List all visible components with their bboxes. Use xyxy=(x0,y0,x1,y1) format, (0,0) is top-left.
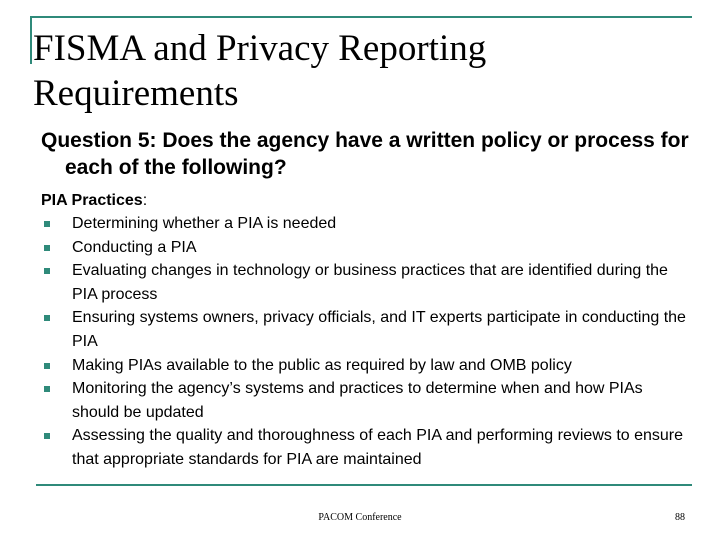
square-bullet-icon xyxy=(44,245,50,251)
square-bullet-icon xyxy=(44,268,50,274)
footer-rule xyxy=(36,484,692,486)
section-label-colon: : xyxy=(142,192,148,209)
list-item xyxy=(41,259,691,306)
title-top-rule xyxy=(30,16,692,18)
list-item xyxy=(41,212,691,236)
list-item-text: Determining whether a PIA is needed xyxy=(72,215,337,232)
page-number: 88 xyxy=(675,512,685,523)
list-item-text: Making PIAs available to the public as required by law and OMB policy xyxy=(72,356,572,374)
question-heading: Question 5: Does the agency have a written policy or process for each of the following? xyxy=(41,129,689,179)
section-label-text: PIA Practices xyxy=(41,192,143,209)
list-item xyxy=(41,236,691,260)
list-item xyxy=(41,354,691,378)
list-item xyxy=(41,306,691,353)
list-item-text: Assessing the quality and thoroughness of each PIA and performing reviews to ensure that appropriate standards for PIA are maintained xyxy=(72,427,684,468)
footer-conference: PACOM Conference xyxy=(318,512,402,523)
title-left-rule xyxy=(30,16,32,64)
list-item-text: Monitoring the agency’s systems and practices to determine when and how PIAs should be updated xyxy=(72,380,643,421)
slide-title: FISMA and Privacy Reporting Requirements xyxy=(33,28,487,114)
list-item-text: Evaluating changes in technology or business practices that are identified during the PIA process xyxy=(72,262,668,303)
list-item-text: Conducting a PIA xyxy=(72,238,197,256)
list-item xyxy=(41,424,691,471)
pia-practices-list xyxy=(41,212,691,472)
square-bullet-icon xyxy=(44,315,50,321)
square-bullet-icon xyxy=(44,386,50,392)
list-item xyxy=(41,377,691,424)
square-bullet-icon xyxy=(44,433,50,439)
square-bullet-icon xyxy=(44,363,50,369)
square-bullet-icon xyxy=(44,221,50,227)
section-label xyxy=(41,191,147,211)
list-item-text: Ensuring systems owners, privacy officials, and IT experts participate in conducting the PIA xyxy=(72,309,686,350)
